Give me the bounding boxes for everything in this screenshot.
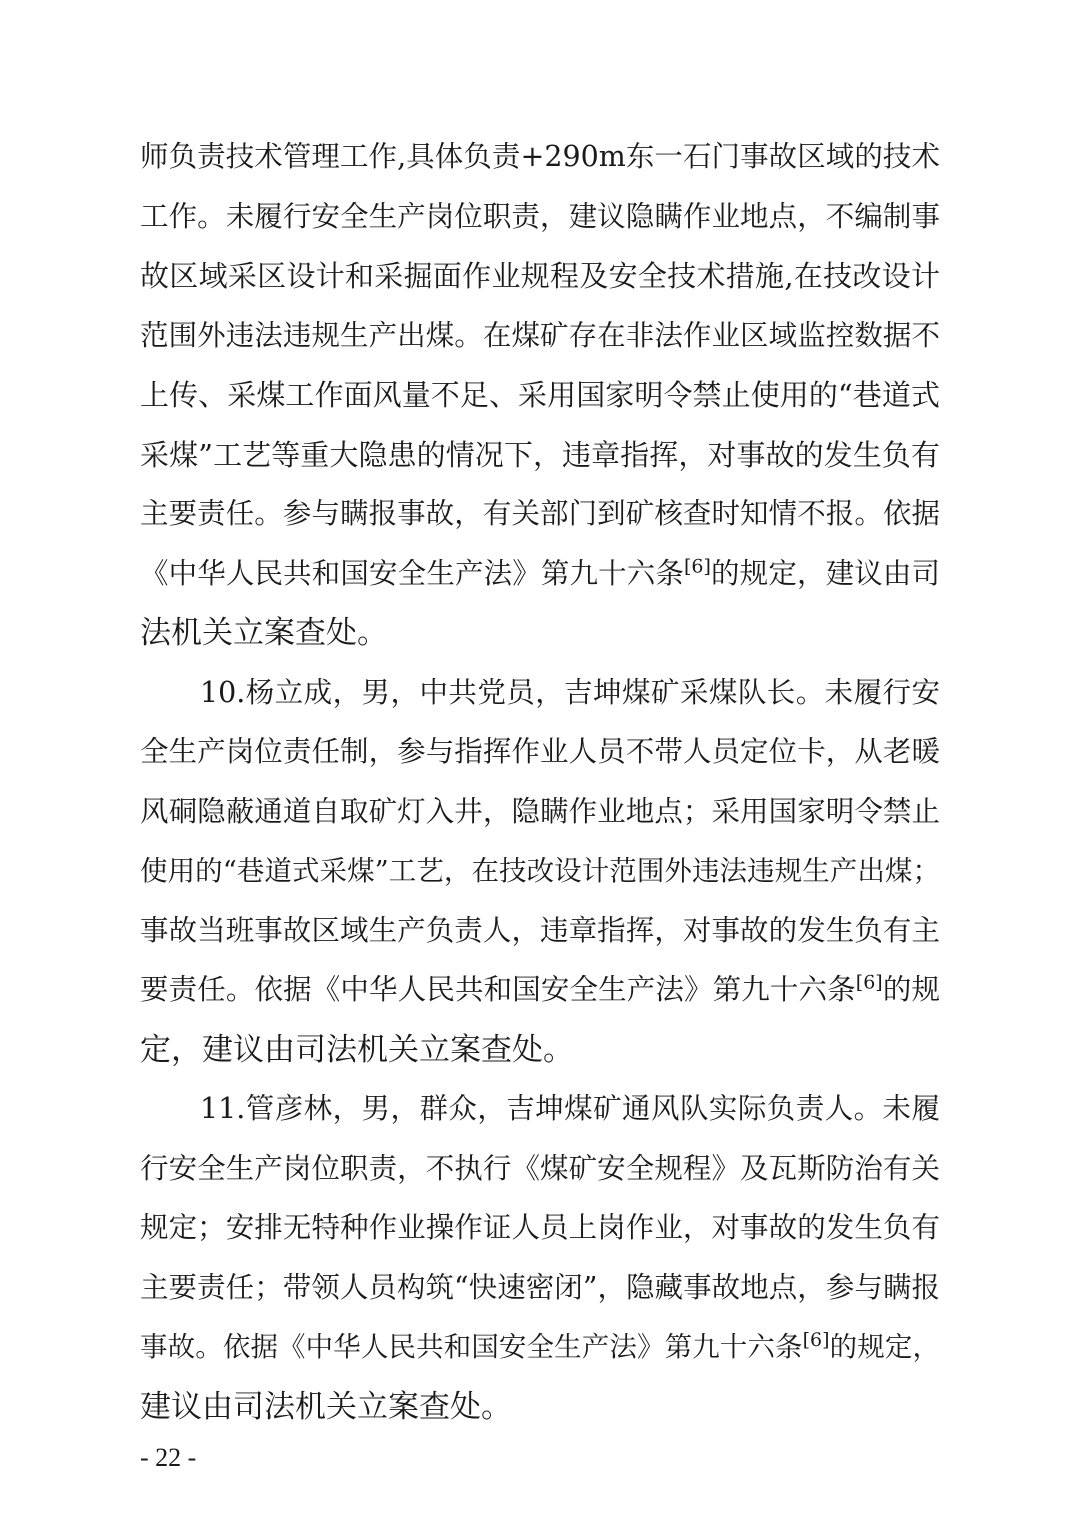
body-line: 《中华人民共和国安全生产法》第九十六条[6]的规定，建议由司 — [140, 555, 940, 590]
body-line: 工作。未履行安全生产岗位职责，建议隐瞒作业地点，不编制事 — [140, 200, 940, 233]
body-line: 全生产岗位责任制，参与指挥作业人员不带人员定位卡，从老暖 — [140, 735, 940, 768]
footnote-reference: [6] — [802, 1328, 830, 1351]
body-line: 要责任。依据《中华人民共和国安全生产法》第九十六条[6]的规 — [140, 971, 940, 1006]
footnote-reference: [6] — [855, 971, 883, 994]
body-line: 主要责任；带领人员构筑“快速密闭”，隐藏事故地点，参与瞒报 — [140, 1271, 940, 1304]
body-line: 法机关立案查处。 — [140, 615, 388, 651]
body-line: 建议由司法机关立案查处。 — [140, 1389, 512, 1425]
body-line: 定，建议由司法机关立案查处。 — [140, 1032, 574, 1068]
body-line: 故区域采区设计和采掘面作业规程及安全技术措施,在技改设计 — [140, 259, 940, 293]
body-line: 采煤”工艺等重大隐患的情况下，违章指挥，对事故的发生负有 — [140, 438, 940, 472]
paragraph-first-line: 10.杨立成，男，中共党员，吉坤煤矿采煤队长。未履行安 — [200, 676, 940, 709]
body-line: 师负责技术管理工作,具体负责+290m东一石门事故区域的技术 — [140, 140, 940, 173]
footnote-reference: [6] — [684, 555, 711, 578]
body-line: 事故。依据《中华人民共和国安全生产法》第九十六条[6]的规定， — [140, 1328, 941, 1363]
body-line: 规定；安排无特种作业操作证人员上岗作业，对事故的发生负有 — [140, 1211, 940, 1244]
body-line: 事故当班事故区域生产负责人，违章指挥，对事故的发生负有主 — [140, 914, 940, 947]
body-line: 上传、采煤工作面风量不足、采用国家明令禁止使用的“巷道式 — [140, 378, 940, 412]
paragraph-first-line: 11.管彦林，男，群众，吉坤煤矿通风队实际负责人。未履 — [200, 1092, 940, 1125]
body-line: 使用的“巷道式采煤”工艺，在技改设计范围外违法违规生产出煤； — [140, 855, 940, 887]
body-line: 主要责任。参与瞒报事故，有关部门到矿核查时知情不报。依据 — [140, 497, 940, 530]
body-line: 行安全生产岗位职责，不执行《煤矿安全规程》及瓦斯防治有关 — [140, 1152, 940, 1185]
page-number: - 22 - — [140, 1443, 197, 1472]
body-line: 范围外违法违规生产出煤。在煤矿存在非法作业区域监控数据不 — [140, 319, 940, 352]
body-line: 风硐隐蔽通道自取矿灯入井，隐瞒作业地点；采用国家明令禁止 — [140, 795, 940, 828]
